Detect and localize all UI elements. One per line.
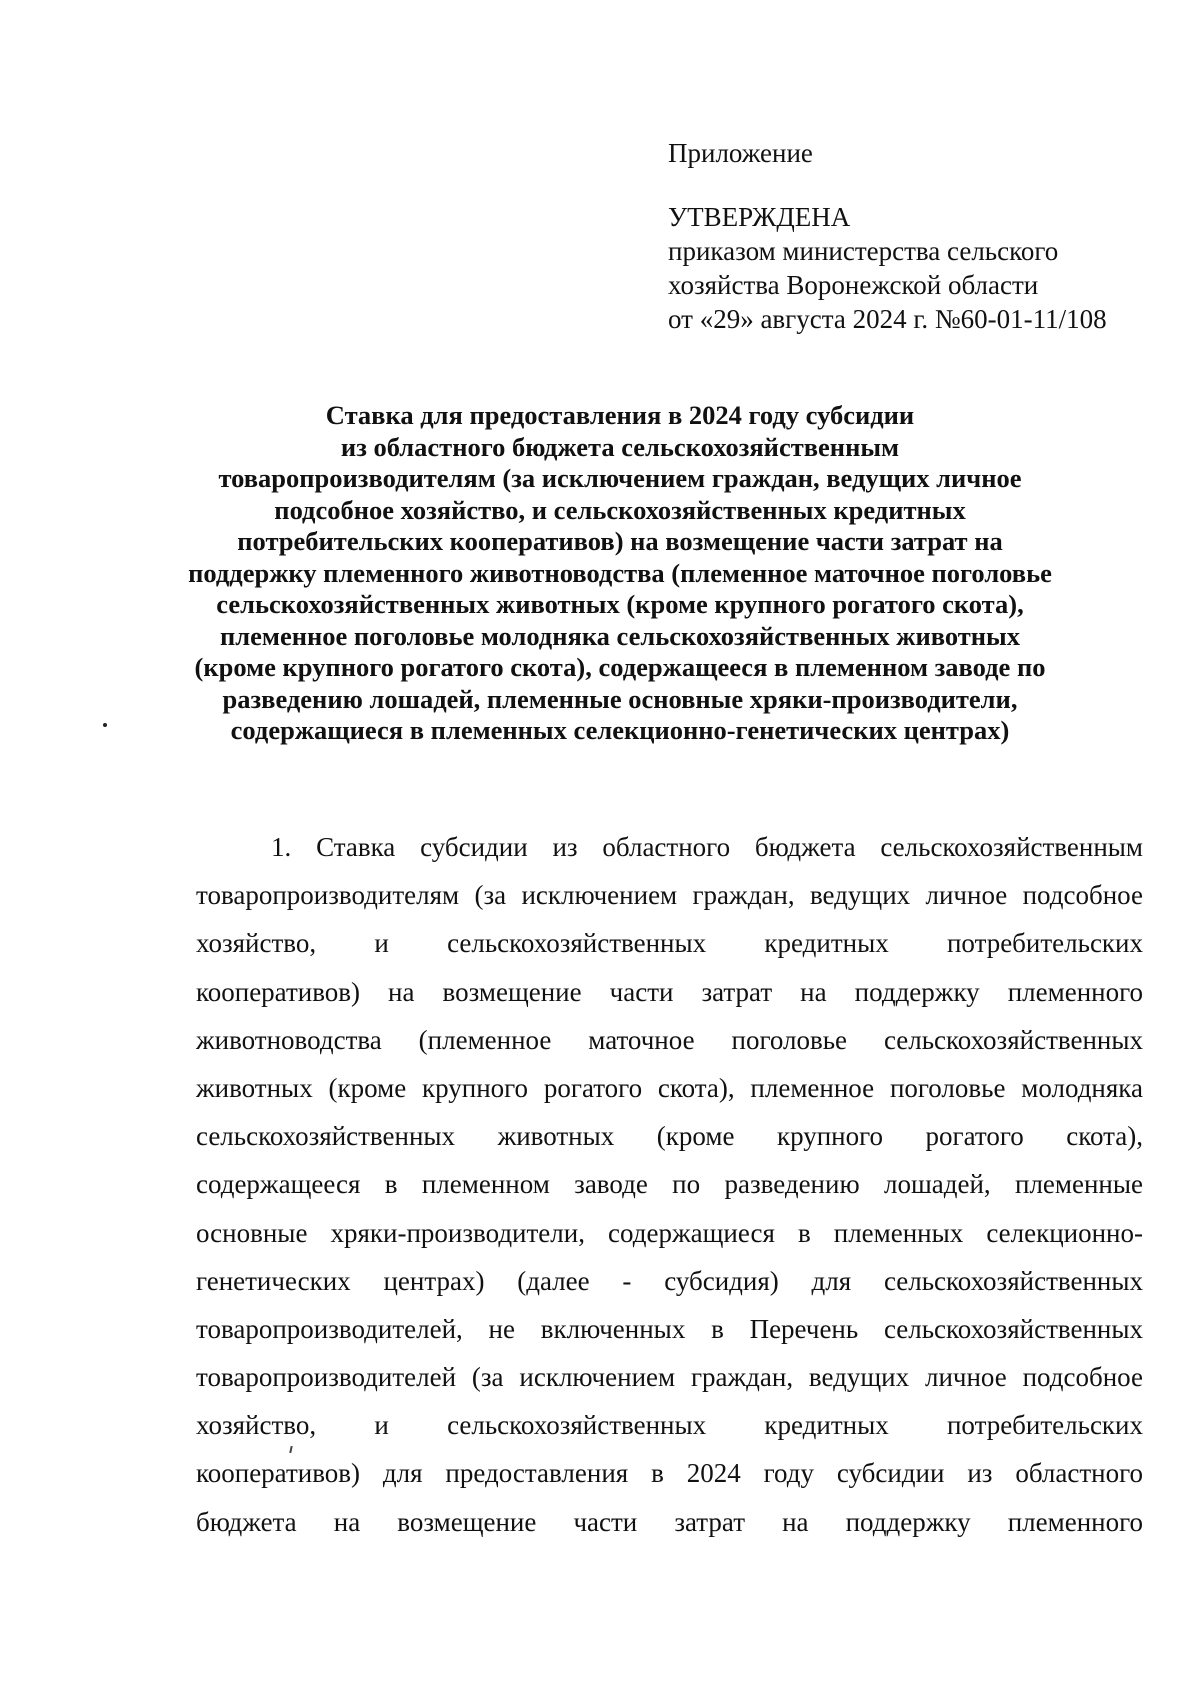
title-line: сельскохозяйственных животных (кроме крупного рогатого скота), [216, 589, 1024, 619]
approval-block [668, 136, 1148, 336]
title-line: Ставка для предоставления в 2024 году субсидии [325, 400, 915, 430]
body-line: животноводства (племенное маточное поголовье сельскохозяйственных [196, 1024, 1143, 1055]
body-line: содержащееся в племенном заводе по разведению лошадей, племенные [196, 1169, 1143, 1200]
body-line: хозяйство, и сельскохозяйственных кредитных потребительских [196, 928, 1143, 959]
order-line-2: хозяйства Воронежской области [668, 270, 1039, 300]
title-line: содержащиеся в племенных селекционно-генетических центрах) [230, 715, 1010, 745]
body-line: товаропроизводителей (за исключением граждан, ведущих личное подсобное [196, 1362, 1143, 1393]
approved-label: УТВЕРЖДЕНА [668, 202, 851, 232]
title-line: (кроме крупного рогатого скота), содержащееся в племенном заводе по [194, 652, 1046, 682]
body-line: основные хряки-производители, содержащиеся в племенных селекционно- [196, 1217, 1143, 1248]
body-line: кооперативов) для предоставления в 2024 году субсидии из областного [196, 1458, 1143, 1489]
title-line: поддержку племенного животноводства (племенное маточное поголовье [188, 557, 1052, 588]
appendix-label: Приложение [668, 138, 813, 168]
body-line: товаропроизводителей, не включенных в Перечень сельскохозяйственных [196, 1313, 1143, 1344]
paragraph-1 [196, 823, 1143, 1546]
scan-speck [103, 723, 107, 727]
title-line: товаропроизводителям (за исключением граждан, ведущих личное [218, 463, 1022, 493]
order-date-number: от «29» августа 2024 г. №60-01-11/108 [668, 304, 1107, 334]
body-line: сельскохозяйственных животных (кроме крупного рогатого скота), [196, 1121, 1143, 1152]
order-line-1: приказом министерства сельского [668, 236, 1059, 266]
body-line: животных (кроме крупного рогатого скота), племенное поголовье молодняка [196, 1072, 1143, 1103]
title-line: племенное поголовье молодняка сельскохозяйственных животных [220, 620, 1020, 651]
title-line: разведению лошадей, племенные основные хряки-производители, [222, 683, 1018, 714]
title-line: подсобное хозяйство, и сельскохозяйственных кредитных [274, 494, 966, 525]
title-line: из областного бюджета сельскохозяйственным [340, 431, 900, 462]
body-line: кооперативов) на возмещение части затрат на поддержку племенного [196, 976, 1143, 1007]
body-line: 1. Ставка субсидии из областного бюджета сельскохозяйственным [271, 832, 1143, 862]
body-line: хозяйство, и сельскохозяйственных кредитных потребительских [196, 1410, 1143, 1441]
document-title [150, 400, 1090, 747]
body-line: товаропроизводителям (за исключением граждан, ведущих личное подсобное [196, 880, 1143, 911]
body-line: генетических центрах) (далее - субсидия) для сельскохозяйственных [196, 1265, 1143, 1296]
body-line: бюджета на возмещение части затрат на поддержку племенного [196, 1506, 1143, 1537]
title-line: потребительских кооперативов) на возмещение части затрат на [237, 526, 1003, 556]
